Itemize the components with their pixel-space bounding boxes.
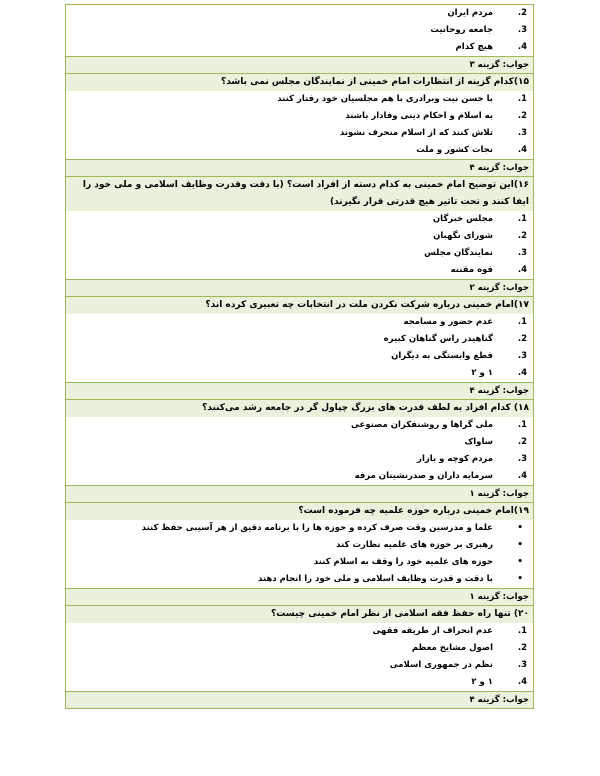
option-number: 1. [517,214,527,224]
option-text: هیچ کدام [455,42,493,52]
option-number: 2. [517,643,527,653]
option-text: نمایندگان مجلس [424,248,493,258]
bullet-icon: • [517,540,523,550]
option [66,674,533,691]
question-block-17 [66,296,533,399]
option-text: جامعه روحانیت [430,25,493,35]
option-number: 1. [517,626,527,636]
option-number: 4. [517,265,527,275]
bullet-icon: • [517,574,523,584]
answer-row: جواب: گزینه ۴ [66,159,533,176]
option-number: 3. [517,454,527,464]
option-number: 4. [517,42,527,52]
question-text: ۱۵)کدام گزینه از انتظارات امام خمینی از نمایندگان مجلس نمی باشد؟ [66,73,533,91]
bullet-icon: • [517,523,523,533]
option [66,434,533,451]
option [66,537,533,554]
option [66,39,533,56]
option [66,245,533,262]
answer-row: جواب: گزینه ۱ [66,588,533,605]
option-number: 3. [517,660,527,670]
question-text: ۱۸) کدام افراد به لطف قدرت های بزرگ چپاول گر در جامعه رشد می‌کنند؟ [66,399,533,417]
option-text: مجلس خبرگان [432,214,493,224]
question-text: ۱۷)امام خمینی درباره شرکت نکردن ملت در انتخابات چه تعبیری کرده اند؟ [66,296,533,314]
option-text: حوزه های علمیه خود را وقف به اسلام کنند [313,557,493,567]
option [66,348,533,365]
option [66,623,533,640]
option-text: رهبری بر حوزه های علمیه نظارت کند [336,540,493,550]
option [66,142,533,159]
answer-row: جواب: گزینه ۲ [66,279,533,296]
option-text: با دقت و قدرت وظایف اسلامی و ملی خود را انجام دهند [258,574,493,584]
option [66,365,533,382]
option-number: 1. [517,94,527,104]
option-text: مردم کوچه و بازار [417,454,493,464]
option-number: 1. [517,420,527,430]
question-text: ۲۰) تنها راه حفظ فقه اسلامی از نظر امام خمینی چیست؟ [66,605,533,623]
option-text: ملی گراها و روشنفکران مصنوعی [350,420,493,430]
option-number: 2. [517,8,527,18]
option-text: قوه مقننه [450,265,493,275]
option-text: سرمایه داران و صدرنشینان مرفه [354,471,493,481]
option-number: 2. [517,231,527,241]
option-text: مردم ایران [447,8,493,18]
option-text: ۱ و ۲ [471,677,493,687]
option [66,91,533,108]
option-text: عدم انحراف از طریقه فقهی [372,626,493,636]
option-text: ساواک [464,437,493,447]
option-text: نظم در جمهوری اسلامی [389,660,493,670]
option-number: 4. [517,677,527,687]
option [66,554,533,571]
quiz-sheet [65,4,534,709]
option [66,125,533,142]
option-text: ۱ و ۲ [471,368,493,378]
question-block-16 [66,176,533,296]
option-text: به اسلام و احکام دینی وفادار باشند [345,111,493,121]
option [66,640,533,657]
question-block-14 [66,5,533,73]
option [66,22,533,39]
option-number: 2. [517,111,527,121]
option [66,468,533,485]
option [66,331,533,348]
option-text: گناهیدر راس گناهان کبیره [383,334,493,344]
option-text: شورای نگهبان [433,231,493,241]
option-text: عدم حضور و مسامحه [403,317,493,327]
option-number: 3. [517,128,527,138]
option [66,108,533,125]
option-number: 3. [517,25,527,35]
question-block-19 [66,502,533,605]
option [66,314,533,331]
option-text: تلاش کنند که از اسلام منحرف نشوند [339,128,493,138]
option [66,417,533,434]
answer-row: جواب: گزینه ۴ [66,382,533,399]
question-block-15 [66,73,533,176]
option-text: با حسن نیت وبرادری با هم مجلسیان خود رفتار کنند [277,94,493,104]
option-text: علما و مدرسین وقت صرف کرده و حوزه ها را با برنامه دقیق از هر آسیبی حفظ کنند [141,523,493,533]
option [66,657,533,674]
option-number: 2. [517,334,527,344]
option-text: اصول مشایخ معظم [411,643,493,653]
option-number: 4. [517,471,527,481]
option-number: 4. [517,145,527,155]
option-text: نجات کشور و ملت [416,145,493,155]
option-text: قطع وابستگی به دیگران [391,351,493,361]
question-block-20 [66,605,533,708]
option-number: 4. [517,368,527,378]
option [66,262,533,279]
option [66,571,533,588]
option [66,520,533,537]
answer-row: جواب: گزینه ۱ [66,485,533,502]
option-number: 3. [517,248,527,258]
bullet-icon: • [517,557,523,567]
option [66,211,533,228]
option [66,451,533,468]
option [66,228,533,245]
question-block-18 [66,399,533,502]
answer-row: جواب: گزینه ۴ [66,691,533,708]
option [66,5,533,22]
question-text: ۱۶)این توضیح امام خمینی به کدام دسته از افراد است؟ (با دقت وقدرت وظایف اسلامی و ملی خود را ایفا کنند و تحت تاثیر هیچ قدرتی قرار نگیرند) [66,176,533,211]
question-text: ۱۹)امام خمینی درباره حوزه علمیه چه فرموده است؟ [66,502,533,520]
option-number: 1. [517,317,527,327]
answer-row: جواب: گزینه ۳ [66,56,533,73]
option-number: 3. [517,351,527,361]
option-number: 2. [517,437,527,447]
